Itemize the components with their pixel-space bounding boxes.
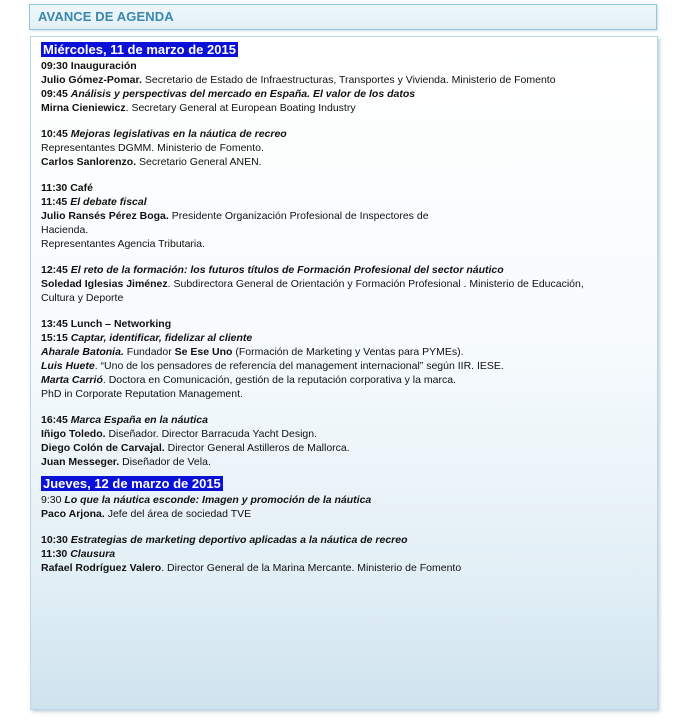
agenda-line [41, 87, 651, 101]
agenda-list [41, 41, 651, 575]
agenda-line [41, 441, 651, 455]
agenda-text: 11:45 [41, 196, 71, 208]
agenda-line [41, 317, 651, 331]
agenda-line [41, 387, 651, 401]
agenda-text: Rafael Rodríguez Valero [41, 562, 162, 574]
agenda-text: Julio Gómez-Pomar. [41, 74, 142, 86]
agenda-line [41, 155, 651, 169]
agenda-line [41, 547, 651, 561]
agenda-text: 9:30 [41, 494, 65, 506]
agenda-text: Diseñador de Vela. [119, 456, 211, 468]
agenda-text: Clausura [70, 548, 116, 560]
agenda-text: 12:45 [41, 264, 71, 276]
agenda-line [41, 427, 651, 441]
agenda-text: Soledad Iglesias Jiménez [41, 278, 168, 290]
agenda-line [41, 195, 651, 209]
agenda-text: (Formación de Marketing y Ventas para PYMEs). [232, 346, 464, 358]
agenda-text: 13:45 Lunch – Networking [41, 318, 172, 330]
agenda-text: Marca España en la náutica [70, 414, 208, 426]
agenda-text: Captar, identificar, fidelizar al cliente [70, 332, 253, 344]
agenda-text: Julio Ransés Pérez Boga. [41, 210, 169, 222]
agenda-text: 09:45 [41, 88, 71, 100]
agenda-day [41, 41, 651, 475]
agenda-line [41, 507, 651, 521]
agenda-text: 10:45 [41, 128, 71, 140]
agenda-text: Aharale Batonia. [41, 346, 124, 358]
agenda-text: Cultura y Deporte [41, 292, 124, 304]
agenda-line [41, 127, 651, 141]
block-spacer [41, 521, 651, 533]
agenda-text: Diego Colón de Carvajal. [41, 442, 165, 454]
agenda-line [41, 237, 651, 251]
agenda-line [41, 291, 651, 305]
agenda-line [41, 561, 651, 575]
agenda-line [41, 345, 651, 359]
agenda-line [41, 209, 651, 223]
block-spacer [41, 169, 651, 181]
agenda-line [41, 59, 651, 73]
agenda-line [41, 101, 651, 115]
agenda-line [41, 73, 651, 87]
agenda-line [41, 223, 651, 237]
agenda-title: AVANCE DE AGENDA [38, 9, 174, 24]
agenda-content-box [30, 36, 658, 710]
agenda-line [41, 277, 651, 291]
agenda-text: Fundador [123, 346, 175, 358]
agenda-text: Representantes DGMM. Ministerio de Fomento. [41, 142, 264, 154]
agenda-text: Jefe del área de sociedad TVE [104, 508, 252, 520]
agenda-text: . Subdirectora General de Orientación y Formación Profesional . Ministerio de Educación, [167, 278, 584, 290]
agenda-line [41, 493, 651, 507]
agenda-line [41, 181, 651, 195]
agenda-session [41, 59, 651, 115]
block-spacer [41, 251, 651, 263]
block-spacer [41, 115, 651, 127]
agenda-text: Diseñador. Director Barracuda Yacht Design. [105, 428, 318, 440]
agenda-text: 15:15 [41, 332, 71, 344]
agenda-session [41, 317, 651, 401]
agenda-text: . Director General de la Marina Mercante. Ministerio de Fomento [161, 562, 462, 574]
agenda-session [41, 493, 651, 521]
agenda-text: Secretario de Estado de Infraestructuras, Transportes y Vivienda. Ministerio de Fomento [141, 74, 556, 86]
agenda-line [41, 331, 651, 345]
agenda-text: Director General Astilleros de Mallorca. [164, 442, 350, 454]
agenda-text: Secretario General ANEN. [136, 156, 262, 168]
agenda-line [41, 533, 651, 547]
agenda-text: Luis Huete [41, 360, 95, 372]
agenda-text: Se Ese Uno [174, 346, 233, 358]
agenda-text: PhD in Corporate Reputation Management. [41, 388, 243, 400]
agenda-text: 09:30 Inauguración [41, 60, 137, 72]
agenda-line [41, 141, 651, 155]
agenda-line [41, 263, 651, 277]
agenda-text: Análisis y perspectivas del mercado en España. El valor de los datos [70, 88, 416, 100]
agenda-text: Hacienda. [41, 224, 89, 236]
agenda-line [41, 373, 651, 387]
agenda-session [41, 127, 651, 169]
agenda-text: . “Uno de los pensadores de referencia del management internacional” según IIR. IESE. [94, 360, 504, 372]
agenda-text: El debate fiscal [70, 196, 147, 208]
agenda-text: Paco Arjona. [41, 508, 105, 520]
agenda-text: Iñigo Toledo. [41, 428, 106, 440]
day-heading: Miércoles, 11 de marzo de 2015 [43, 42, 236, 57]
agenda-line [41, 455, 651, 469]
agenda-text: . Doctora en Comunicación, gestión de la reputación corporativa y la marca. [102, 374, 456, 386]
agenda-text: 16:45 [41, 414, 71, 426]
agenda-text: Marta Carrió [41, 374, 103, 386]
agenda-text: Estrategias de marketing deportivo aplicadas a la náutica de recreo [70, 534, 408, 546]
agenda-text: El reto de la formación: los futuros títulos de Formación Profesional del sector náutico [70, 264, 504, 276]
agenda-text: Representantes Agencia Tributaria. [41, 238, 206, 250]
agenda-text: Presidente Organización Profesional de Inspectores de [168, 210, 429, 222]
agenda-text: 11:30 [41, 548, 71, 560]
agenda-session [41, 533, 651, 575]
agenda-text: . Secretary General at European Boating Industry [125, 102, 356, 114]
agenda-header-box [29, 4, 657, 30]
agenda-text: Lo que la náutica esconde: Imagen y promoción de la náutica [64, 494, 372, 506]
agenda-text: 10:30 [41, 534, 71, 546]
agenda-line [41, 413, 651, 427]
agenda-session [41, 263, 651, 305]
block-spacer [41, 401, 651, 413]
agenda-text: Mejoras legislativas en la náutica de recreo [70, 128, 287, 140]
day-heading: Jueves, 12 de marzo de 2015 [43, 476, 221, 491]
agenda-text: 11:30 Café [41, 182, 93, 194]
block-spacer [41, 305, 651, 317]
agenda-session [41, 413, 651, 469]
agenda-text: Juan Messeger. [41, 456, 120, 468]
agenda-day [41, 475, 651, 575]
agenda-session [41, 181, 651, 251]
agenda-text: Mirna Cieniewicz [41, 102, 126, 114]
agenda-line [41, 359, 651, 373]
agenda-text: Carlos Sanlorenzo. [41, 156, 137, 168]
